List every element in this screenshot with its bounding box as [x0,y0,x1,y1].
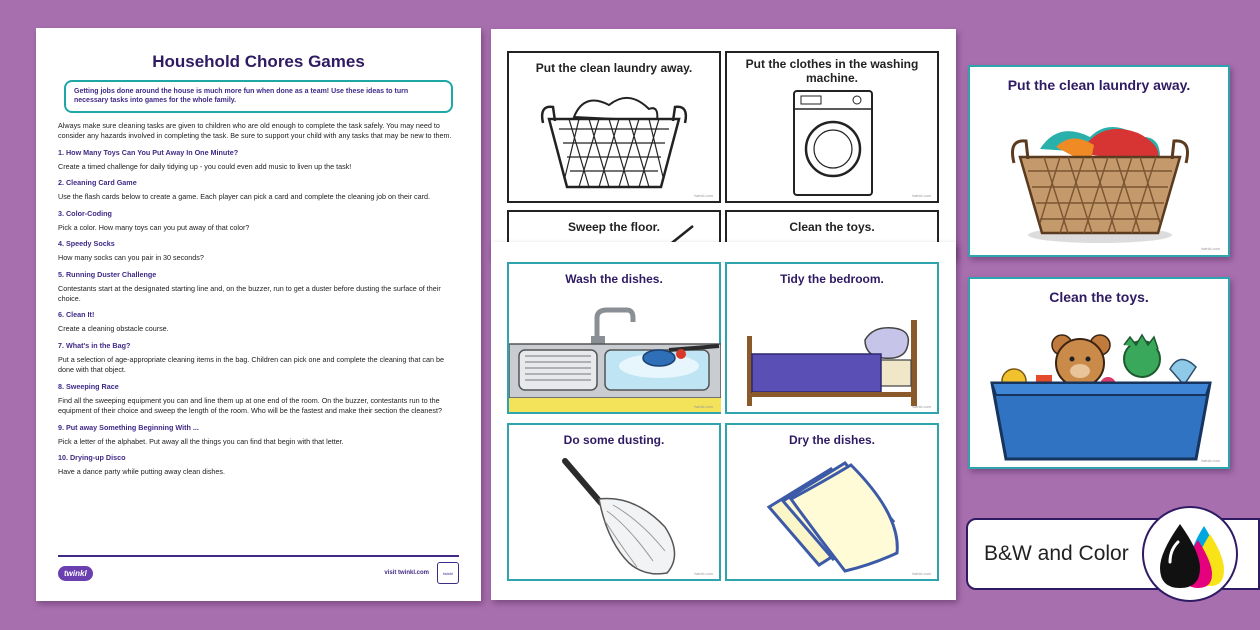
card-label: Tidy the bedroom. [780,272,884,286]
card-footer-text: twinkl.com [912,193,931,198]
card-footer-text: twinkl.com [1201,458,1220,463]
section-body: Create a cleaning obstacle course. [58,324,169,334]
section-heading: 1. How Many Toys Can You Put Away In One Minute? [58,147,239,157]
card-label: Do some dusting. [563,433,665,447]
card-label: Sweep the floor. [567,220,660,234]
section-body: Use the flash cards below to create a game. Each player can pick a card and complete the cleaning job on their card. [58,192,430,202]
section-body: Contestants start at the designated starting line and, on the buzzer, run to get a duster before dusting the surface of their choice. [58,283,441,303]
card-label: Put the clean laundry away. [1007,77,1191,93]
footer-badge: twinkl [437,562,459,584]
bw-card-sheet [491,29,956,259]
activity-document [36,28,481,601]
card-label: Clean the toys. [789,220,875,234]
ink-drops-icon [1152,520,1232,592]
washing-machine-icon [789,89,879,199]
section-body: Pick a letter of the alphabet. Put away all the things you can find that begin with that letter. [58,436,344,446]
badge-text: B&W and Color [984,542,1129,565]
document-title: Household Chores Games [152,52,365,71]
section-body: Put a selection of age-appropriate cleaning items in the bag. Children can pick one and complete the cleaning that can be done with that object. [58,354,444,375]
section-heading: 5. Running Duster Challenge [58,269,157,279]
color-card-dry-dishes [725,423,939,581]
section-heading: 7. What's in the Bag? [58,340,131,350]
footer-url: visit twinkl.com [384,570,429,576]
toy-box-icon [984,315,1218,465]
card-label: Put the clean laundry away. [535,61,693,75]
color-card-bedroom [725,262,939,414]
card-footer-text: twinkl.com [694,404,713,409]
card-label: Dry the dishes. [788,433,876,447]
ink-drops-circle [1142,506,1238,602]
section-body: How many socks can you pair in 30 seconds? [58,253,204,263]
section-body: Pick a color. How many toys can you put away of that color? [58,222,250,232]
section-heading: 2. Cleaning Card Game [58,178,137,188]
tea-towel-icon [761,455,911,575]
bw-card-washing [725,51,939,203]
big-card-toys [968,277,1230,469]
section-heading: 9. Put away Something Beginning With ... [58,422,199,432]
section-body: Have a dance party while putting away clean dishes. [58,467,226,476]
section-heading: 3. Color-Coding [58,208,112,218]
document-footer [58,555,459,585]
bw-card-laundry [507,51,721,203]
card-footer-text: twinkl.com [694,193,713,198]
section-heading: 4. Speedy Socks [58,239,115,249]
card-label: Clean the toys. [1049,289,1149,305]
card-footer-text: twinkl.com [912,571,931,576]
color-card-sheet [491,242,956,600]
card-label: Put the clothes in the washing machine. [745,57,919,86]
laundry-basket-icon [539,87,689,197]
feather-duster-icon [555,455,685,579]
card-footer-text: twinkl.com [694,571,713,576]
color-card-dishes [507,262,721,414]
bw-and-color-badge [966,518,1260,590]
intro-paragraph: Always make sure cleaning tasks are given to children who are old enough to complete the task safely. You may need to consider any hazards involved in completing the task. Be sure to support your child with any tasks that may be new to them. [58,120,452,141]
card-label: Wash the dishes. [565,272,663,286]
section-body: Find all the sweeping equipment you can and line them up at one end of the room. On the buzzer, contestants run to the equipment of their choice and sweep the length of the room. Who will be the fastest and make their section the cleanest? [58,395,442,416]
big-card-laundry [968,65,1230,257]
card-footer-text: twinkl.com [912,404,931,409]
section-heading: 10. Drying-up Disco [58,453,126,462]
bed-icon [743,300,923,410]
section-heading: 8. Sweeping Race [58,381,119,391]
card-footer-text: twinkl.com [1201,246,1220,251]
color-card-dusting [507,423,721,581]
section-list [58,148,459,478]
twinkl-logo: twinkl [58,566,93,581]
intro-box: Getting jobs done around the house is much more fun when done as a team! Use these ideas to turn necessary tasks into games for the whole family. [64,80,453,113]
kitchen-sink-icon [509,300,721,412]
section-heading: 6. Clean It! [58,310,95,320]
laundry-basket-color-icon [1010,107,1190,247]
section-body: Create a timed challenge for daily tidying up - you could even add music to liven up the task! [58,161,352,171]
